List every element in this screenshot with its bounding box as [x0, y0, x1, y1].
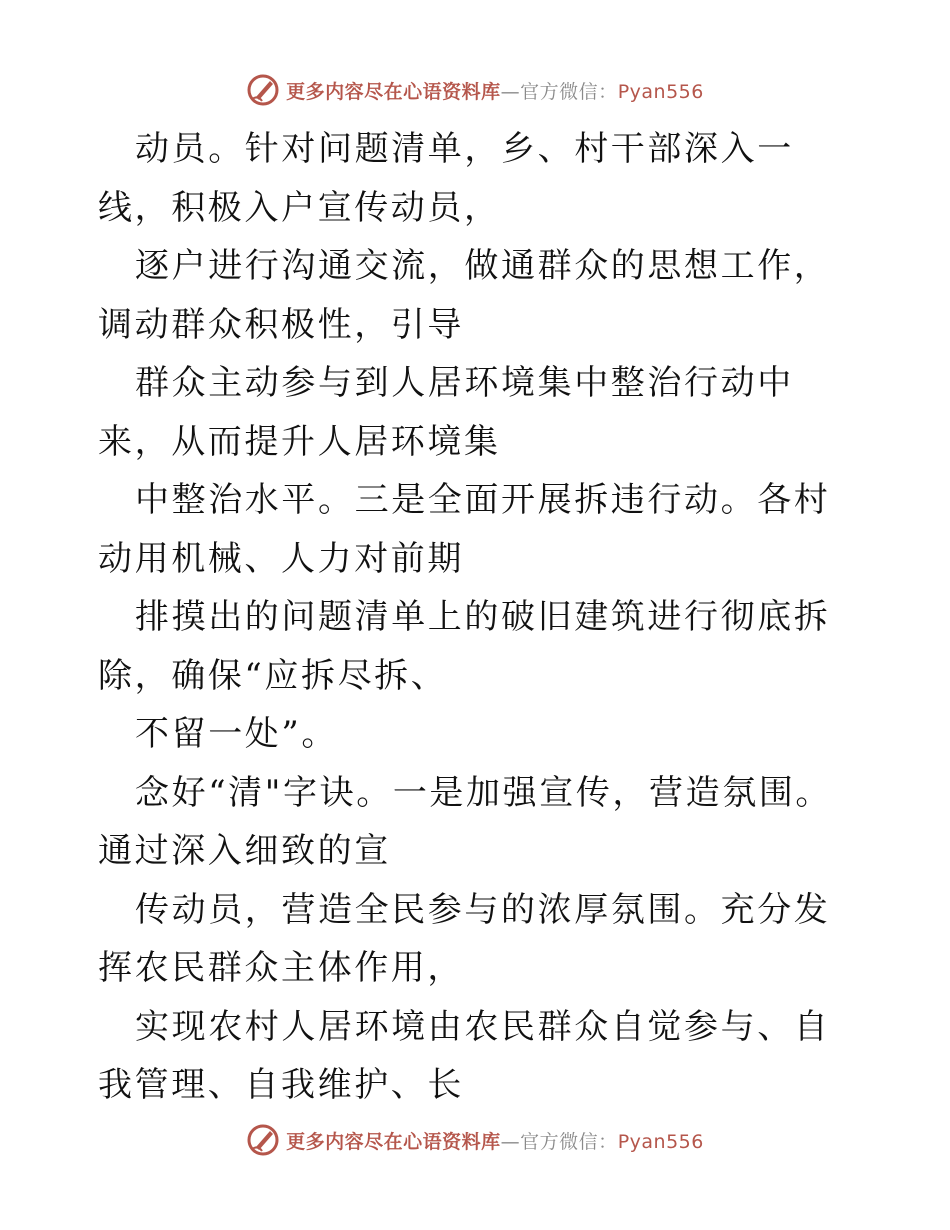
banner-wechat-id: Pyan556 [617, 80, 704, 103]
banner-main-text: 更多内容尽在心语资料库 [286, 1130, 501, 1153]
banner-official-label: 官方微信： [520, 1130, 618, 1153]
footer-banner [0, 1120, 950, 1160]
paragraph: 念好“清"字诀。一是加强宣传，营造氛围。通过深入细致的宣 [98, 772, 833, 871]
paragraph: 中整治水平。三是全面开展拆违行动。各村动用机械、人力对前期 [98, 480, 831, 579]
paragraph: 逐户进行沟通交流，做通群众的思想工作，调动群众积极性，引导 [98, 246, 831, 345]
banner-dash: — [500, 80, 521, 103]
banner-text [286, 1127, 704, 1154]
logo-icon [246, 73, 280, 107]
banner-main-text: 更多内容尽在心语资料库 [286, 80, 501, 103]
paragraph: 排摸出的问题清单上的破旧建筑进行彻底拆除，确保“应拆尽拆、 [98, 597, 831, 696]
banner-text [286, 77, 704, 104]
banner-wechat-id: Pyan556 [617, 1130, 704, 1153]
header-banner [0, 70, 950, 110]
paragraph: 动员。针对问题清单，乡、村干部深入一线，积极入户宣传动员， [98, 129, 794, 228]
banner-dash: — [500, 1130, 521, 1153]
paragraph: 群众主动参与到人居环境集中整治行动中来，从而提升人居环境集 [98, 363, 794, 462]
document-body [98, 120, 858, 1115]
paragraph: 传动员，营造全民参与的浓厚氛围。充分发挥农民群众主体作用， [98, 889, 831, 988]
paragraph: 不留一处”。 [135, 714, 338, 754]
banner-official-label: 官方微信： [520, 80, 618, 103]
logo-icon [246, 1123, 280, 1157]
paragraph: 实现农村人居环境由农民群众自觉参与、自我管理、自我维护、长 [98, 1006, 831, 1105]
